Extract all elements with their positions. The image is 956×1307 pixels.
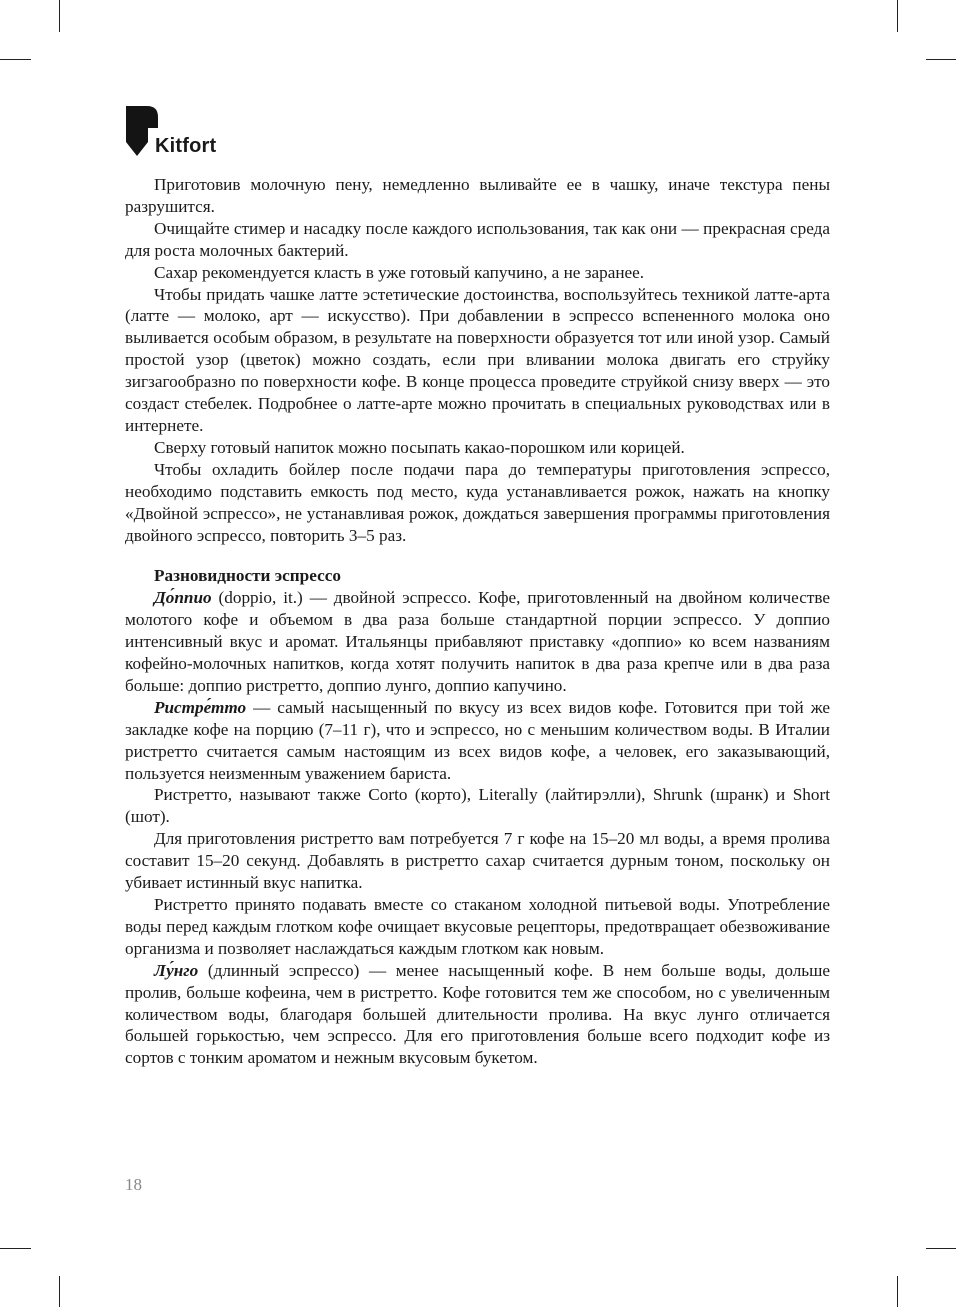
crop-mark-bottom-right-horizontal bbox=[926, 1248, 956, 1249]
section-heading: Разновидности эспрессо bbox=[154, 566, 341, 586]
term-doppio: До́ппио bbox=[154, 588, 212, 608]
crop-mark-top-left-vertical bbox=[59, 0, 60, 32]
doppio-text: (doppio, it.) — двойной эспрессо. Кофе, приготовленный на двойном количестве молотого кофе и объемом в два раза больше стандартной порции эспрессо. У доппио интенсивный вкус и аромат. Итальянцы прибавляют приставку «доппио» ко всем названиям кофейно-молочных напитков, когда хотят получить напиток в два раза крепче или в два раза больше: доппио ристретто, доппио лунго, доппио капучино. bbox=[125, 588, 830, 695]
crop-mark-bottom-left-vertical bbox=[59, 1276, 60, 1307]
paragraph: Сверху готовый напиток можно посыпать какао-порошком или корицей. bbox=[154, 437, 685, 457]
paragraph: Приготовив молочную пену, немедленно выливайте ее в чашку, иначе текстура пены разрушится. bbox=[125, 175, 830, 216]
paragraph: Для приготовления ристретто вам потребуется 7 г кофе на 15–20 мл воды, а время пролива составит 15–20 секунд. Добавлять в ристретто сахар считается дурным тоном, поскольку он убивает истинный вкус напитка. bbox=[125, 829, 830, 893]
paragraph: Ристретто принято подавать вместе со стаканом холодной питьевой воды. Употребление воды перед каждым глотком кофе очищает вкусовые рецепторы, предотвращает обезвоживание организма и позволяет наслаждаться каждым глотком как новым. bbox=[125, 895, 830, 958]
term-ristretto: Ристре́тто bbox=[154, 697, 247, 717]
lungo-text: (длинный эспрессо) — менее насыщенный кофе. В нем больше воды, дольше пролив, больше кофеина, чем в ристретто. Кофе готовится тем же способом, но с увеличенным количеством воды, благодаря большей длительности пролива. На вкус лунго отличается большей горькостью, чем эспрессо. Для его приготовления больше всего подходит кофе из сортов с тонким ароматом и нежным вкусовым букетом. bbox=[125, 960, 830, 1068]
brand-name: Kitfort bbox=[155, 135, 217, 157]
paragraph-doppio bbox=[125, 587, 830, 697]
page-content bbox=[125, 174, 830, 1069]
paragraph: Очищайте стимер и насадку после каждого использования, так как они — прекрасная среда для роста молочных бактерий. bbox=[125, 218, 830, 260]
paragraph-lungo bbox=[125, 960, 830, 1070]
ristretto-text: — самый насыщенный по вкусу из всех видов кофе. Готовится при той же закладке кофе на порцию (7–11 г), что и эспрессо, но с меньшим количеством воды. В Италии ристретто считается самым настоящим из всех видов кофе, а человек, его заказывающий, пользуется неизменным уважением бариста. bbox=[125, 697, 830, 783]
crop-mark-bottom-right-vertical bbox=[897, 1276, 898, 1307]
paragraph: Сахар рекомендуется класть в уже готовый капучино, а не заранее. bbox=[154, 262, 645, 282]
kitfort-logo-icon bbox=[126, 106, 158, 156]
paragraph-ristretto bbox=[125, 697, 830, 785]
paragraph: Чтобы придать чашке латте эстетические достоинства, воспользуйтесь техникой латте-арта (латте — молоко, арт — искусство). При добавлении в эспрессо вспененного молока оно выливается особым образом, в результате на поверхности образуется тот или иной узор. Самый простой узор (цветок) можно создать, если при вливании молока двигать его струйку зигзагообразно по поверхности кофе. В конце процесса проведите струйкой снизу вверх — это создаст стебелек. Подробнее о латте-арте можно прочитать в специальных руководствах или в интернете. bbox=[125, 284, 830, 435]
term-lungo: Лу́нго bbox=[154, 960, 199, 980]
crop-mark-top-right-vertical bbox=[897, 0, 898, 32]
paragraph: Ристретто, называют также Corto (корто), Literally (лайтирэлли), Shrunk (шранк) и Short (шот). bbox=[125, 785, 830, 827]
paragraph: Чтобы охладить бойлер после подачи пара до температуры приготовления эспрессо, необходимо подставить емкость под место, куда устанавливается рожок, нажать на кнопку «Двойной эспрессо», не устанавливая рожок, дождаться завершения программы приготовления двойного эспрессо, повторить 3–5 раз. bbox=[125, 459, 830, 545]
crop-mark-bottom-left-horizontal bbox=[0, 1248, 31, 1249]
crop-mark-top-right-horizontal bbox=[926, 59, 956, 60]
page-number: 18 bbox=[125, 1175, 142, 1194]
crop-mark-top-left-horizontal bbox=[0, 59, 31, 60]
